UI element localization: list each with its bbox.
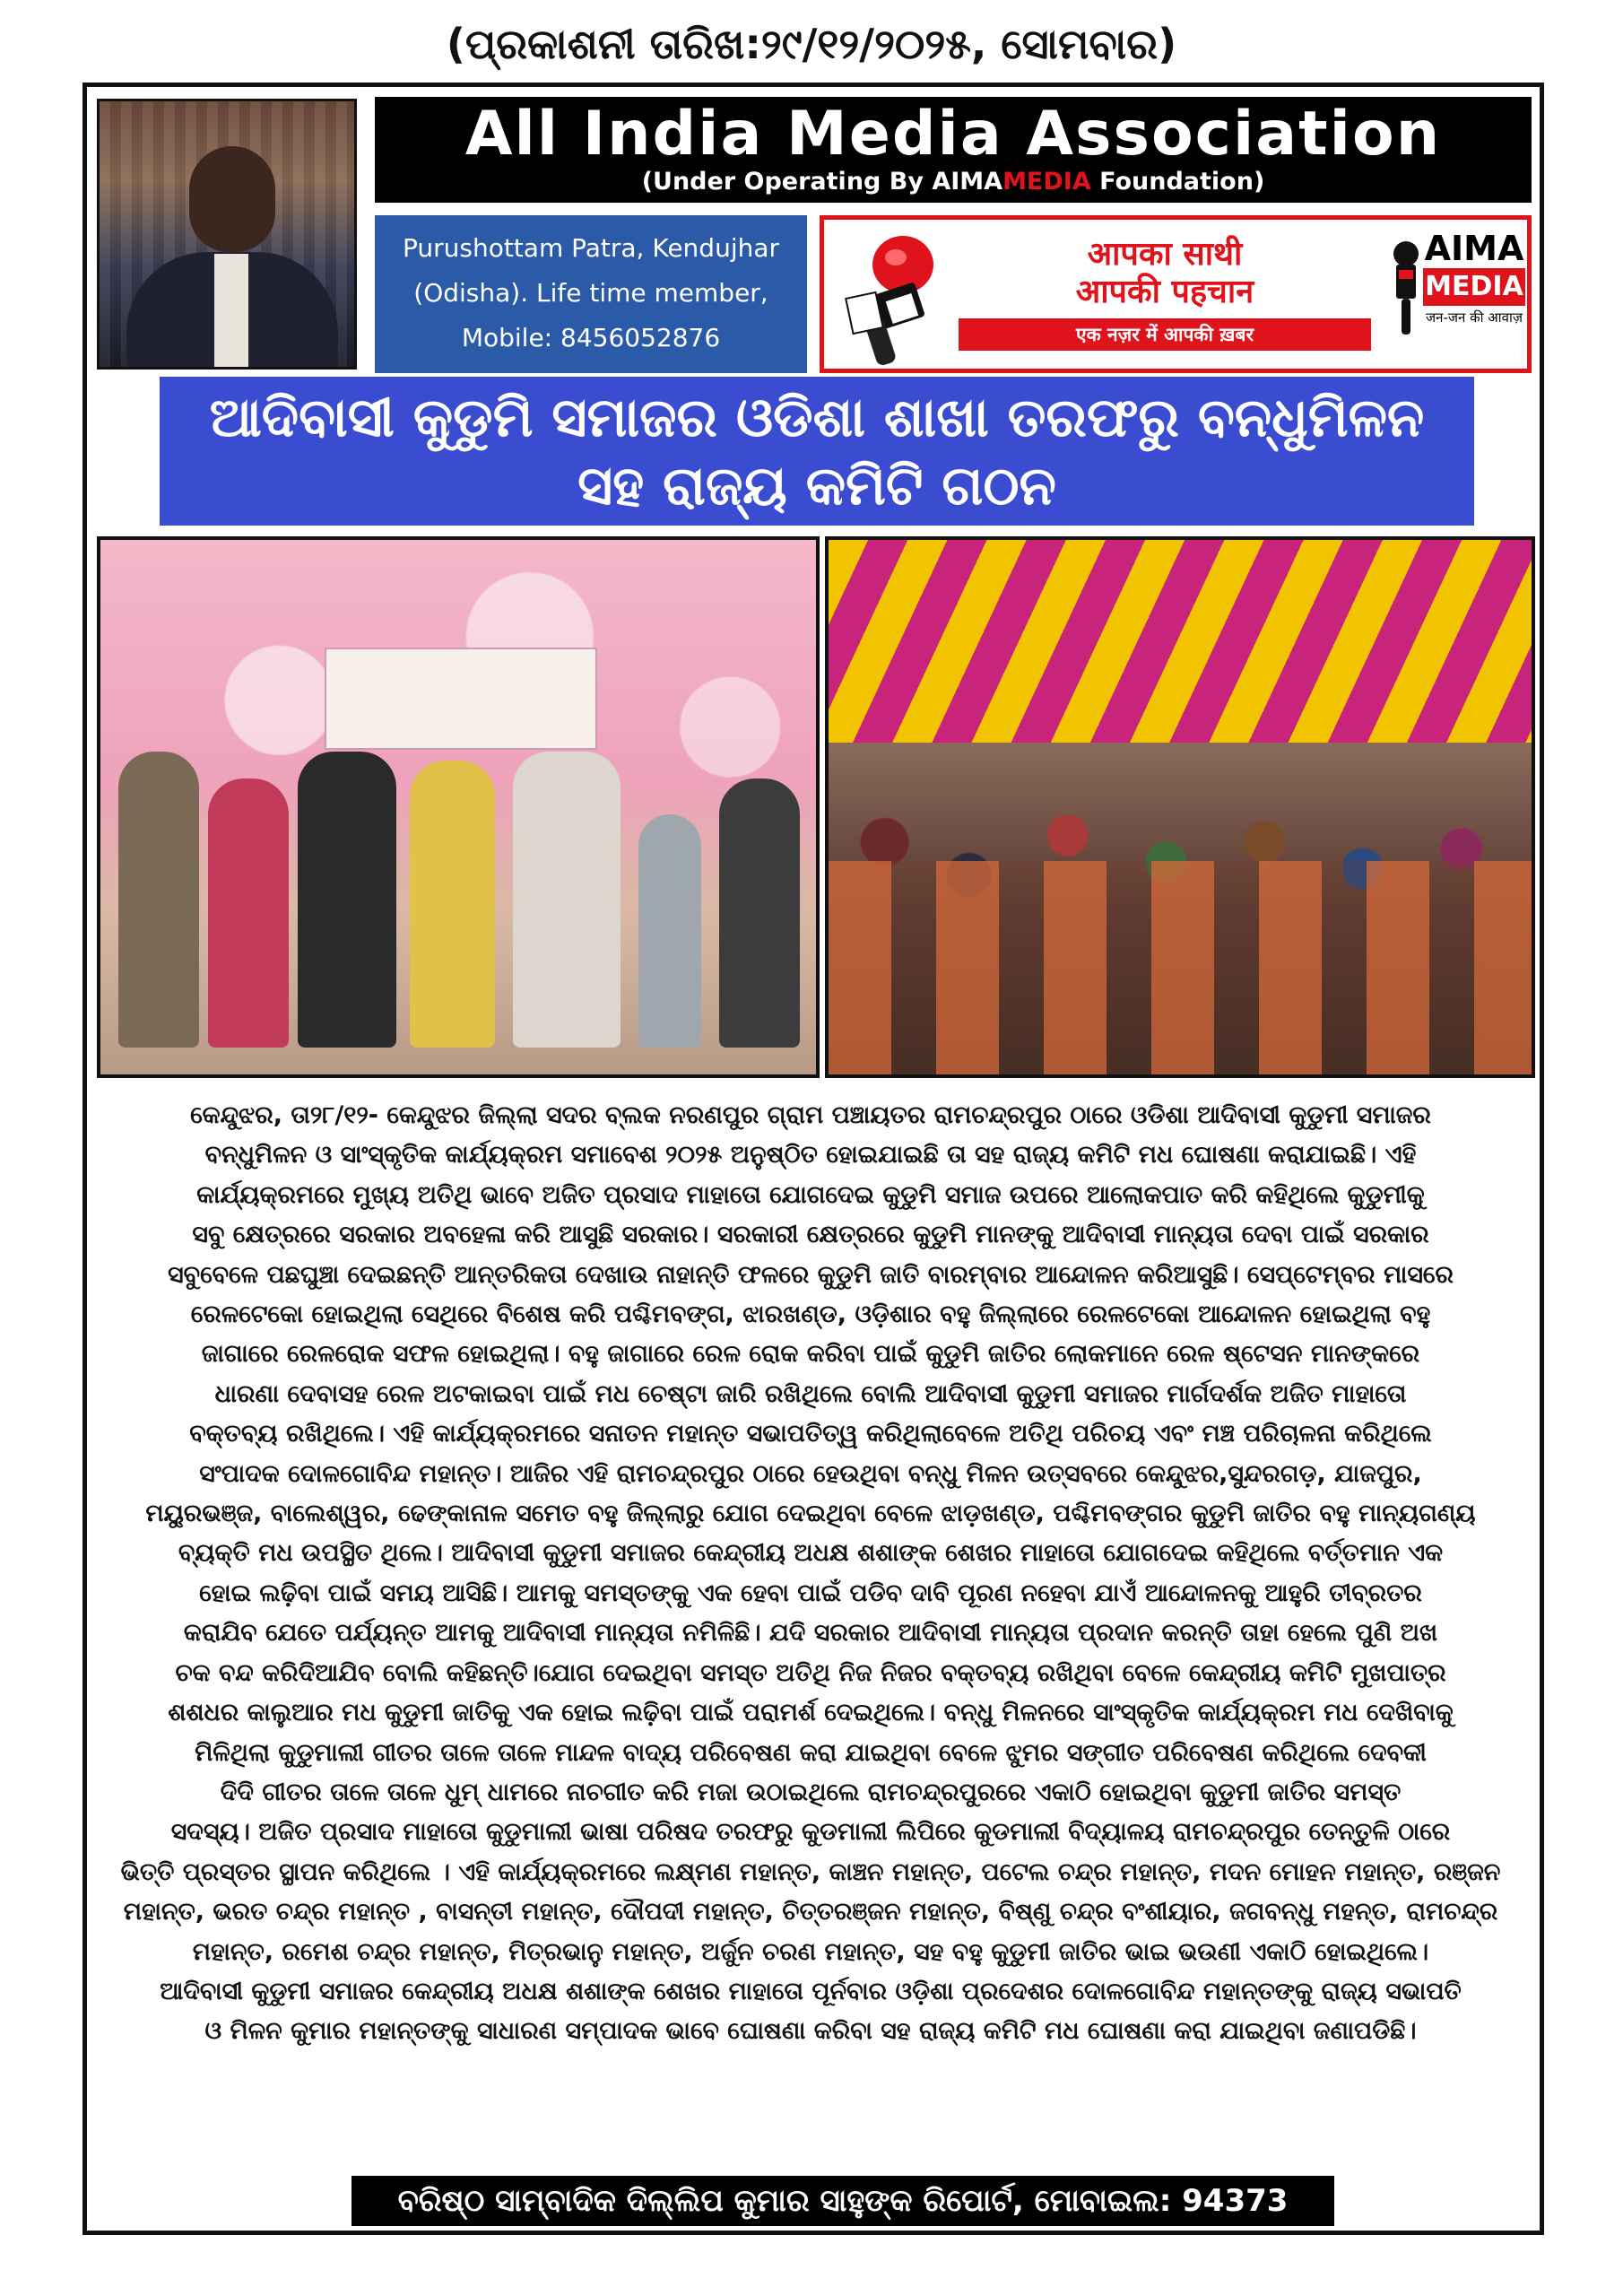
photo-person [719,778,800,1048]
member-photo [97,99,357,370]
photo-shirt [214,254,248,370]
member-name-line: Purushottam Patra, Kendujhar [402,233,780,263]
article-line: ବନ୍ଧୁମିଳନ ଓ ସାଂସ୍କୃତିକ କାର୍ଯ୍ୟକ୍ରମ ସମାବେଶ ୨୦୨୫ ଅନୁଷ୍ଠିତ ହୋଇଯାଇଛି ତା ସହ ରାଜ୍ୟ କମିଟି ମଧ ଘୋଷଣା କରାଯାଇଛି। ଏହି [204,1141,1417,1170]
article-line: ଚକ ବନ୍ଦ କରିଦିଆଯିବ ବୋଲି କହିଛନ୍ତି।ଯୋଗ ଦେଇଥିବା ସମସ୍ତ ଅତିଥି ନିଜ ନିଜର ବକ୍ତବ୍ୟ ରଖିଥିବା ବେଳେ କେନ୍ଦ୍ରୀୟ କମିଟି ମୁଖପାତ୍ର [175,1658,1446,1687]
article-line: ମୟୁରଭଞ୍ଜ, ବାଲେଶ୍ୱର, ଢେଙ୍କାନାଳ ସମେତ ବହୁ ଜିଲ୍ଲାରୁ ଯୋଗ ଦେଇଥିବା ବେଳେ ଝାଡ଼ଖଣ୍ଡ, ପଶ୍ଚିମବଙ୍ଗର କୁଡୁମି ଜାତିର ବହୁ ମାନ୍ୟଗଣ୍ୟ [145,1500,1476,1528]
headline-line-1: ଆଦିବାସୀ କୁଡୁମି ସମାଜର ଓଡିଶା ଶାଖା ତରଫରୁ ବନ୍ଧୁମିଳନ [209,387,1425,449]
article-line: ବ୍ୟକ୍ତି ମଧ ଉପସ୍ଥିତ ଥିଲେ। ଆଦିବାସୀ କୁଡୁମୀ ସମାଜର କେନ୍ଦ୍ରୀୟ ଅଧକ୍ଷ ଶଶାଙ୍କ ଶେଖର ମାହାତୋ ଯୋଗଦେଇ କହିଥିଲେ ବର୍ତ୍ତମାନ ଏକ [178,1539,1444,1568]
stage-performance-photo [97,536,820,1078]
news-headline [160,377,1474,526]
logo-media-text: MEDIA [1423,268,1525,306]
photo-head [189,146,275,252]
logo-tagline: जन-जन की आवाज़ [1426,309,1523,326]
photo-person [638,814,701,1048]
article-line: ଭିତ୍ତି ପ୍ରସ୍ତର ସ୍ଥାପନ କରିଥିଲେ । ଏହି କାର୍ଯ୍ୟକ୍ରମରେ ଲକ୍ଷ୍ମଣ ମହାନ୍ତ, କାଞ୍ଚନ ମହାନ୍ତ, ପଟେଲ ଚନ୍ଦ୍ର ମହାନ୍ତ, ମଦନ ମୋହନ ମହାନ୍ତ, ରଞ୍ଜନ [120,1857,1501,1886]
article-line: ମହାନ୍ତ, ଭରତ ଚନ୍ଦ୍ର ମହାନ୍ତ , ବାସନ୍ତୀ ମହାନ୍ତ, ଦୌପଦୀ ମହାନ୍ତ, ଚିତ୍ତରଞ୍ଜନ ମହାନ୍ତ, ବିଷ୍ଣୁ ଚନ୍ଦ୍ର ବଂଶୀୟାର, ଜଗବନ୍ଧୁ ମହନ୍ତ, ରାମଚନ୍ଦ୍ର [123,1898,1498,1926]
gathering-audience-photo [825,536,1535,1078]
subtitle-suffix: Foundation) [1090,168,1265,196]
article-line: ସଦସ୍ୟ। ଅଜିତ ପ୍ରସାଦ ମାହାତୋ କୁଡୁମାଲୀ ଭାଷା ପରିଷଦ ତରଫରୁ କୁଡମାଲୀ ଲିପିରେ କୁଡମାଲୀ ବିଦ୍ୟାଳୟ ରାମଚନ୍ଦ୍ରପୁର ତେନ୍ତୁଳି ଠାରେ [170,1818,1451,1847]
article-line: ମିଳିଥିଲା କୁଡୁମାଲୀ ଗୀତର ତାଳେ ତାଳେ ମାନ୍ଦଳ ବାଦ୍ୟ ପରିବେଷଣ କରା ଯାଇଥିବା ବେଳେ ଝୁମର ସଙ୍ଗୀତ ପରିବେଷଣ କରିଥିଲେ ଦେବକୀ [195,1738,1427,1767]
article-line: ଆଦିବାସୀ କୁଡୁମୀ ସମାଜର କେନ୍ଦ୍ରୀୟ ଅଧକ୍ଷ ଶଶାଙ୍କ ଶେଖର ମାହାତୋ ପୂର୍ନବାର ଓଡ଼ିଶା ପ୍ରଦେଶର ଦୋଳଗୋବିନ୍ଦ ମହାନ୍ତଙ୍କୁ ରାଜ୍ୟ ସଭାପତି [160,1977,1462,2005]
article-line: ଧାରଣା ଦେବାସହ ରେଳ ଅଟକାଇବା ପାଇଁ ମଧ ଚେଷ୍ଟା ଜାରି ରଖିଥିଲେ ବୋଲି ଆଦିବାସୀ କୁଡୁମୀ ସମାଜର ମାର୍ଗଦର୍ଶକ ଅଜିତ ମାହାତୋ [214,1379,1407,1408]
article-line: ସବୁ କ୍ଷେତ୍ରରେ ସରକାର ଅବହେଳା କରି ଆସୁଛି ସରକାର। ସରକାରୀ କ୍ଷେତ୍ରରେ କୁଡୁମି ମାନଙ୍କୁ ଆଦିବାସୀ ମାନ୍ୟତା ଦେବା ପାଇଁ ସରକାର [192,1221,1429,1249]
article-line: ଶଶଧର କାଲୁଆର ମଧ କୁଡୁମୀ ଜାତିକୁ ଏକ ହୋଇ ଲଢ଼ିବା ପାଇଁ ପରାମର୍ଶ ଦେଇଥିଲେ। ବନ୍ଧୁ ମିଳନରେ ସାଂସ୍କୃତିକ କାର୍ଯ୍ୟକ୍ରମ ମଧ ଦେଖିବାକୁ [168,1699,1454,1727]
association-title: All India Media Association [464,99,1442,170]
article-line: ସଂପାଦକ ଦୋଳଗୋବିନ୍ଦ ମହାନ୍ତ। ଆଜିର ଏହି ରାମଚନ୍ଦ୍ରପୁର ଠାରେ ହେଉଥିବା ବନ୍ଧୁ ମିଳନ ଉତ୍ସବରେ କେନ୍ଦୁଝର,ସୁନ୍ଦରଗଡ଼, ଯାଜପୁର, [199,1459,1422,1488]
plastic-chairs [829,861,1532,1074]
logo-aima-text: AIMA [1424,229,1524,268]
member-status-line: (Odisha). Life time member, [413,278,768,308]
article-body [93,1096,1528,2052]
photo-person [118,752,199,1048]
article-line: ରେଳଟେକୋ ହୋଇଥିଲା ସେଥିରେ ବିଶେଷ କରି ପଶ୍ଚିମବଙ୍ଗ, ଝାରଖଣ୍ଡ, ଓଡ଼ିଶାର ବହୁ ଜିଲ୍ଲାରେ ରେଳଟେକୋ ଆନ୍ଦୋଳନ ହୋଇଥିଲା ବହୁ [190,1300,1431,1329]
subtitle-prefix: (Under Operating By AIMA [641,168,1003,196]
photo-person [298,752,396,1048]
aima-media-advert [820,215,1532,373]
microphone-icon [844,232,942,367]
stage-banner [325,648,597,750]
article-line: ଜାଗାରେ ରେଳରୋକ ସଫଳ ହୋଇଥିଲା। ବହୁ ଜାଗାରେ ରେଳ ରୋକ କରିବା ପାଇଁ କୁଡୁମି ଜାତିର ଲୋକମାନେ ରେଳ ଷ୍ଟେସନ ମାନଙ୍କରେ [201,1340,1420,1369]
article-line: ହୋଇ ଲଢ଼ିବା ପାଇଁ ସମୟ ଆସିଛି। ଆମକୁ ସମସ୍ତଙ୍କୁ ଏକ ହେବା ପାଇଁ ପଡିବ ଦାବି ପୂରଣ ନହେବା ଯାଏଁ ଆନ୍ଦୋଳନକୁ ଆହୁରି ତୀବ୍ରତର [199,1578,1422,1607]
headline-line-2: ସହ ରାଜ୍ୟ କମିଟି ଗଠନ [577,455,1056,517]
article-line: କାର୍ଯ୍ୟକ୍ରମରେ ମୁଖ୍ୟ ଅତିଥି ଭାବେ ଅଜିତ ପ୍ରସାଦ ମାହାତୋ ଯୋଗଦେଇ କୁଡୁମି ସମାଜ ଉପରେ ଆଲୋକପାତ କରି କହିଥିଲେ କୁଡୁମୀକୁ [196,1180,1425,1209]
article-line: କେନ୍ଦୁଝର, ତା୨୮/୧୨- କେନ୍ଦୁଝର ଜିଲ୍ଲା ସଦର ବ୍ଲକ ନରଣପୁର ଗ୍ରାମ ପଞ୍ଚାୟତର ରାମଚନ୍ଦ୍ରପୁର ଠାରେ ଓଡିଶା ଆଦିବାସୀ କୁଡୁମୀ ସମାଜର [190,1101,1431,1129]
logo-microphone-icon [1391,239,1421,338]
association-subtitle [375,169,1532,196]
article-line: ମହାନ୍ତ, ରମେଶ ଚନ୍ଦ୍ର ମହାନ୍ତ, ମିତ୍ରଭାନୁ ମହାନ୍ତ, ଅର୍ଜୁନ ଚରଣ ମହାନ୍ତ, ସହ ବହୁ କୁଡୁମୀ ଜାତିର ଭାଇ ଭଉଣୀ ଏକାଠି ହୋଇଥିଲେ। [192,1937,1429,1966]
member-info [375,215,807,373]
photo-person [208,778,289,1048]
aima-media-logo [1391,229,1525,363]
article-line: ବକ୍ତବ୍ୟ ରଖିଥିଲେ। ଏହି କାର୍ଯ୍ୟକ୍ରମରେ ସନାତନ ମହାନ୍ତ ସଭାପତିତ୍ୱ କରିଥିଲାବେଳେ ଅତିଥି ପରିଚୟ ଏବଂ ମଞ୍ଚ ପରିଚାଳନା କରିଥିଲେ [189,1420,1432,1448]
article-line: ଦିଦି ଗୀତର ତାଳେ ତାଳେ ଧୁମ୍ ଧାମରେ ନାଚଗୀତ କରି ମଜା ଉଠାଇଥିଲେ ରାମଚନ୍ଦ୍ରପୁରରେ ଏକାଠି ହୋଇଥିବା କୁଡୁମୀ ଜାତିର ସମସ୍ତ [220,1778,1402,1806]
advert-line-1: आपका साथी [1087,236,1243,273]
photo-person [513,752,621,1048]
article-line: ସବୁବେଳେ ପଛଘୁଞ୍ଚା ଦେଇଛନ୍ତି ଆନ୍ତରିକତା ଦେଖାଉ ନାହାନ୍ତି ଫଳରେ କୁଡୁମି ଜାତି ବାରମ୍ବାର ଆନ୍ଦୋଳନ କରିଆସୁଛି। ସେପ୍ଟେମ୍ବର ମାସରେ [168,1260,1454,1289]
article-line: କରାଯିବ ଯେତେ ପର୍ଯ୍ୟନ୍ତ ଆମକୁ ଆଦିବାସୀ ମାନ୍ୟତା ନମିଳିଛି। ଯଦି ସରକାର ଆଦିବାସୀ ମାନ୍ୟତା ପ୍ରଦାନ କରନ୍ତି ତାହା ହେଲେ ପୁଣି ଅଖ [183,1619,1438,1648]
advert-line-3: एक नज़र में आपकी ख़बर [959,318,1371,351]
publication-date: (ପ୍ରକାଶନୀ ତାରିଖ:୨୯/୧୨/୨୦୨୫, ସୋମବାର) [446,20,1177,68]
member-mobile-line: Mobile: 8456052876 [461,323,721,352]
reporter-byline: ବରିଷ୍ଠ ସାମ୍ବାଦିକ ଦିଲ୍ଲିପ କୁମାର ସାହୁଙ୍କ ରିପୋର୍ଟ, ମୋବାଇଲ: 94373 78792 [352,2176,1334,2226]
association-banner [375,97,1532,203]
advert-slogan [959,236,1371,351]
subtitle-highlight: MEDIA [1002,168,1091,196]
article-line: ଓ ମିଳନ କୁମାର ମହାନ୍ତଙ୍କୁ ସାଧାରଣ ସମ୍ପାଦକ ଭାବେ ଘୋଷଣା କରିବା ସହ ରାଜ୍ୟ କମିଟି ମଧ ଘୋଷଣା କରା ଯାଇଥିବା ଜଣାପଡିଛି। [204,2017,1417,2046]
photo-person [410,761,495,1048]
advert-line-2: आपकी पहचान [1075,274,1254,310]
